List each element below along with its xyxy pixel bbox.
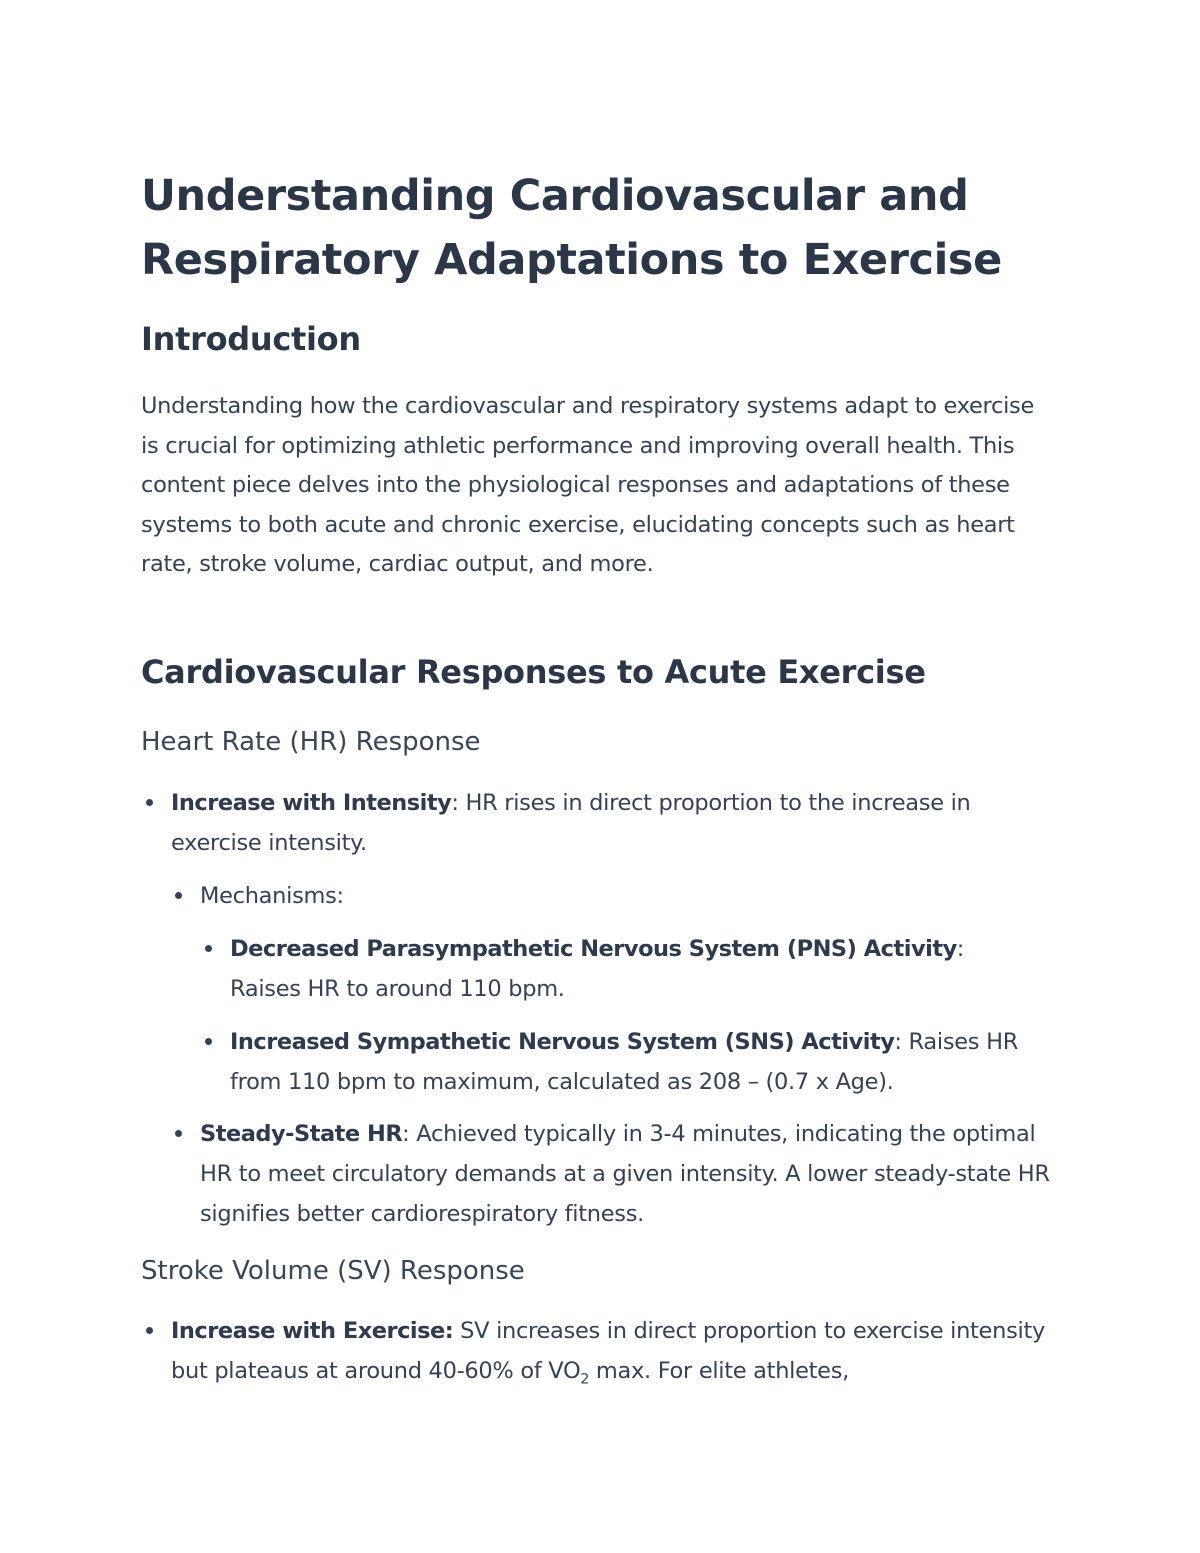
hr-response-heading: Heart Rate (HR) Response: [141, 727, 481, 757]
list-item-mechanisms: [200, 876, 1050, 916]
bullet-icon: [146, 799, 153, 806]
document-title: Understanding Cardiovascular and Respiratory Adaptations to Exercise: [141, 171, 1002, 285]
list-item-text: : Achieved typically in 3-4 minutes, indicating the optimal HR to meet circulatory demands at a given intensity. A lower steady-state HR signifies better cardiorespiratory fitness.: [200, 1121, 1050, 1227]
list-item-label: Increase with Exercise:: [171, 1318, 454, 1344]
bullet-icon: [175, 892, 182, 899]
list-item-label: Increased Sympathetic Nervous System (SNS) Activity: [230, 1029, 895, 1055]
bullet-icon: [175, 1130, 182, 1137]
cardio-acute-heading: Cardiovascular Responses to Acute Exercise: [141, 653, 926, 691]
list-item-label: Increase with Intensity: [171, 790, 452, 816]
bullet-icon: [205, 945, 212, 952]
list-item-text: : Raises HR from 110 bpm to maximum, calculated as 208 – (0.7 x Age).: [230, 1029, 1019, 1095]
intro-paragraph: Understanding how the cardiovascular and respiratory systems adapt to exercise is crucial for optimizing athletic performance and improving overall health. This content piece delves into the physiological responses and adaptations of these systems to both acute and chronic exercise, elucidating concepts such as heart rate, stroke volume, cardiac output, and more.: [141, 393, 1035, 577]
list-item-hr-intensity: [171, 783, 1051, 863]
list-item-text-end: max. For elite athletes,: [589, 1358, 849, 1384]
subscript: 2: [580, 1371, 590, 1388]
list-item-text: Mechanisms:: [200, 883, 344, 909]
list-item-sv-increase: [171, 1311, 1051, 1391]
list-item-label: Steady-State HR: [200, 1121, 403, 1147]
bullet-icon: [205, 1038, 212, 1045]
bullet-icon: [146, 1327, 153, 1334]
intro-heading: Introduction: [141, 320, 361, 358]
list-item-text: : HR rises in direct proportion to the increase in exercise intensity.: [171, 790, 971, 856]
list-item-text: : Raises HR to around 110 bpm.: [230, 936, 965, 1002]
list-item-label: Decreased Parasympathetic Nervous System (PNS) Activity: [230, 936, 957, 962]
list-item-pns: [230, 929, 1030, 1009]
sv-response-heading: Stroke Volume (SV) Response: [141, 1256, 525, 1286]
list-item-text: SV increases in direct proportion to exercise intensity but plateaus at around 40-60% of VO: [171, 1318, 1045, 1384]
list-item-steady-state: [200, 1114, 1050, 1234]
list-item-sns: [230, 1022, 1030, 1102]
